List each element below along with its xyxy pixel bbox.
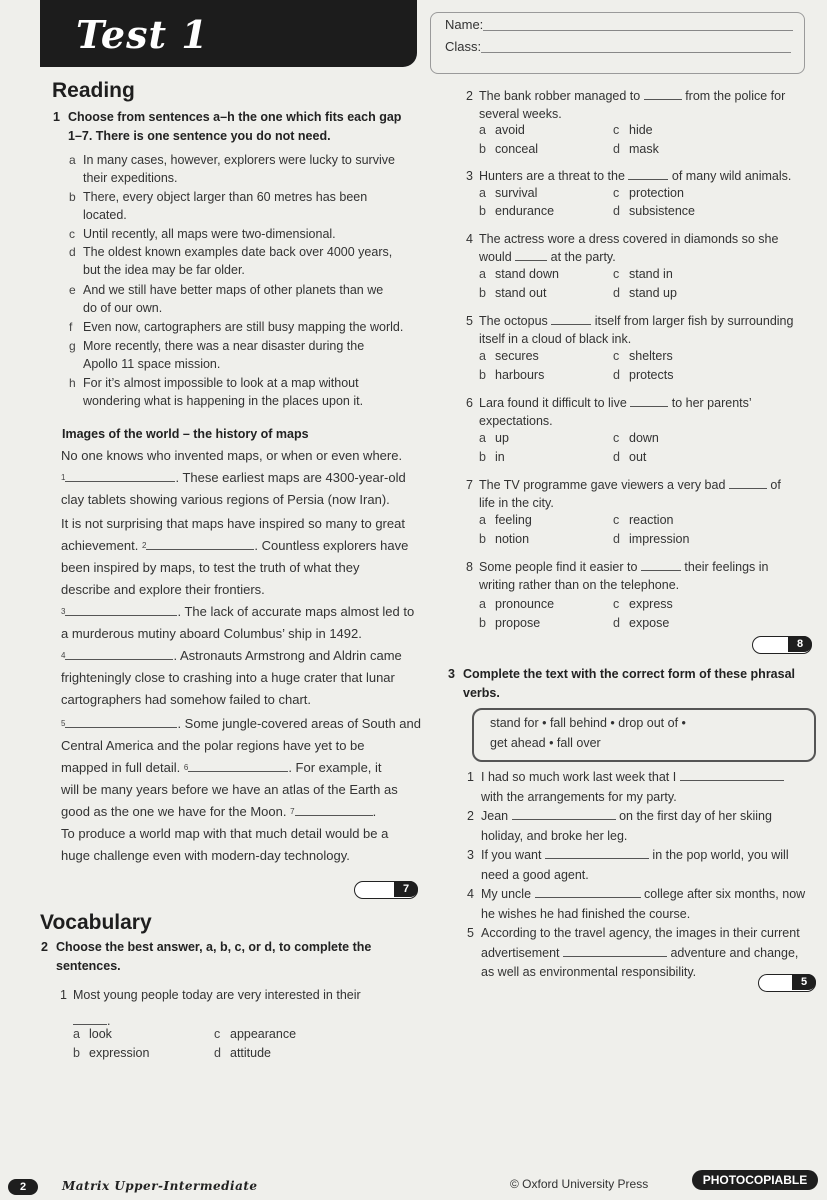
text-line: will be many years before we have an atlas of the Earth as — [61, 782, 398, 797]
answer-option[interactable]: a survival — [479, 186, 538, 200]
text-title: Images of the world – the history of maps — [62, 427, 309, 441]
gap-6[interactable] — [188, 759, 288, 772]
answer-option[interactable]: d protects — [613, 368, 674, 382]
answer-option[interactable]: b expression — [73, 1046, 150, 1060]
phrasal-score-box — [758, 974, 816, 992]
class-label: Class: — [445, 39, 482, 54]
answer-option[interactable]: c express — [613, 597, 673, 611]
phrasal-item: 5 According to the travel agency, the images in their current advertisement adventure and change, as well as environmental responsibility. — [467, 926, 800, 979]
instruction-line: sentences. — [56, 959, 121, 973]
answer-gap[interactable] — [630, 394, 668, 407]
answer-option[interactable]: c down — [613, 431, 659, 445]
reading-score: 7 — [394, 881, 418, 897]
word-box-line: stand for • fall behind • drop out of • — [490, 716, 686, 730]
phrasal-verb-box — [472, 708, 816, 762]
instruction-line: verbs. — [463, 686, 500, 700]
photocopiable-badge: PHOTOCOPIABLE — [692, 1170, 818, 1190]
word-box-line: get ahead • fall over — [490, 736, 601, 750]
vocabulary-heading: Vocabulary — [40, 911, 152, 934]
answer-gap[interactable] — [512, 807, 616, 820]
vocab-question: 3 Hunters are a threat to the of many wild animals. — [466, 169, 792, 183]
phrasal-score: 5 — [792, 974, 816, 990]
sentence-option: g More recently, there was a near disaster during the Apollo 11 space mission. — [69, 339, 365, 371]
answer-gap[interactable] — [515, 248, 547, 261]
reading-heading: Reading — [52, 79, 135, 102]
vocab-question: 7 The TV programme gave viewers a very bad of life in the city. — [466, 478, 781, 510]
sentence-option: e And we still have better maps of other planets than we do of our own. — [69, 283, 384, 315]
reading-score-box — [354, 881, 418, 899]
gap-1[interactable] — [65, 469, 175, 482]
test-title-banner — [40, 0, 417, 67]
sentence-option: f Even now, cartographers are still busy mapping the world. — [69, 320, 404, 334]
gap-7[interactable] — [295, 803, 373, 816]
text-line: frighteningly close to crashing into a huge crater that lunar — [61, 670, 395, 685]
answer-option[interactable]: c protection — [613, 186, 684, 200]
text-line: mapped in full detail. $^6$ . For example, it — [61, 760, 382, 775]
sentence-option: d The oldest known examples date back over 4000 years, but the idea may be far older. — [69, 245, 393, 277]
answer-option[interactable]: a secures — [479, 349, 539, 363]
answer-option[interactable]: c shelters — [613, 349, 673, 363]
task-number: 2 — [41, 940, 48, 954]
answer-option[interactable]: d mask — [613, 142, 659, 156]
answer-option[interactable]: a feeling — [479, 513, 532, 527]
answer-gap[interactable] — [641, 558, 681, 571]
answer-option[interactable]: d out — [613, 450, 647, 464]
answer-option[interactable]: c appearance — [214, 1027, 297, 1041]
answer-option[interactable]: d subsistence — [613, 204, 696, 218]
text-line: achievement. $^2$ . Countless explorers have — [61, 538, 409, 553]
answer-option[interactable]: a up — [479, 431, 509, 445]
text-line: clay tablets showing various regions of Persia (now Iran). — [61, 492, 390, 507]
task-number: 3 — [448, 667, 455, 681]
text-line: $^5$ . Some jungle-covered areas of South and — [61, 716, 421, 731]
answer-option[interactable]: a stand down — [479, 267, 559, 281]
gap-2[interactable] — [146, 537, 254, 550]
answer-option[interactable]: b notion — [479, 532, 530, 546]
answer-gap[interactable] — [680, 768, 784, 781]
answer-gap[interactable] — [628, 167, 668, 180]
answer-gap[interactable] — [73, 1012, 107, 1025]
vocabulary-instruction — [41, 938, 426, 976]
instruction-line: Complete the text with the correct form of these phrasal — [463, 667, 796, 681]
answer-option[interactable]: c hide — [613, 123, 653, 137]
book-title: Matrix Upper-Intermediate — [62, 1179, 258, 1193]
text-line: $^3$ . The lack of accurate maps almost led to — [61, 604, 415, 619]
phrasal-item: 2 Jean on the first day of her skiing holiday, and broke her leg. — [467, 809, 772, 843]
answer-option[interactable]: b stand out — [479, 286, 547, 300]
text-line: describe and explore their frontiers. — [61, 582, 265, 597]
answer-gap[interactable] — [551, 312, 591, 325]
text-line: been inspired by maps, to test the truth of what they — [61, 560, 360, 575]
vocab-question: 6 Lara found it difficult to live to her parents’ expectations. — [466, 396, 752, 428]
reading-instruction — [53, 108, 428, 146]
answer-option[interactable]: b conceal — [479, 142, 539, 156]
sentence-option: a In many cases, however, explorers were lucky to survive their expeditions. — [69, 153, 395, 185]
class-field-line[interactable] — [481, 52, 791, 53]
text-line: No one knows who invented maps, or when or even where. — [61, 448, 403, 463]
name-field-line[interactable] — [483, 30, 793, 31]
instruction-line: Choose from sentences a–h the one which fits each gap — [68, 110, 402, 124]
text-line: huge challenge even with modern-day technology. — [61, 848, 350, 863]
vocab-question: 5 The octopus itself from larger fish by surrounding itself in a cloud of black ink. — [466, 314, 794, 346]
test-title: Test 1 — [76, 12, 209, 57]
vocab-question: 8 Some people find it easier to their feelings in writing rather than on the telephone. — [466, 560, 769, 592]
vocab-question: 1 Most young people today are very interested in their . — [60, 988, 361, 1028]
phrasal-instruction — [448, 665, 818, 703]
answer-option[interactable]: a look — [73, 1027, 112, 1041]
answer-option[interactable]: c stand in — [613, 267, 673, 281]
answer-option[interactable]: c reaction — [613, 513, 674, 527]
text-line: a murderous mutiny aboard Columbus’ ship in 1492. — [61, 626, 362, 641]
text-line: It is not surprising that maps have inspired so many to great — [61, 516, 405, 531]
answer-gap[interactable] — [545, 846, 649, 859]
text-line: To produce a world map with that much detail would be a — [61, 826, 389, 841]
answer-option[interactable]: d stand up — [613, 286, 677, 300]
class-row — [445, 39, 481, 54]
phrasal-item: 1 I had so much work last week that I with the arrangements for my party. — [481, 768, 816, 807]
gap-3[interactable] — [65, 603, 177, 616]
vocab-question: 2 The bank robber managed to from the police for several weeks. — [466, 89, 786, 121]
task-number: 1 — [53, 110, 60, 124]
answer-gap[interactable] — [644, 87, 682, 100]
vocabulary-score-box — [752, 636, 812, 654]
sentence-option: h For it’s almost impossible to look at a map without wondering what is happening in the places upon it. — [69, 376, 364, 408]
phrasal-item: 3 If you want in the pop world, you will need a good agent. — [467, 848, 789, 882]
name-class-box — [430, 12, 805, 74]
answer-gap[interactable] — [729, 476, 767, 489]
text-line: Central America and the polar regions have yet to be — [61, 738, 365, 753]
sentence-option: c Until recently, all maps were two-dimensional. — [69, 227, 336, 241]
text-line: good as the one we have for the Moon. $^7$ . — [61, 804, 377, 819]
vocab-question: 4 The actress wore a dress covered in diamonds so she would at the party. — [466, 232, 779, 264]
answer-option[interactable]: b propose — [479, 616, 541, 630]
name-row — [445, 17, 483, 32]
answer-option[interactable]: d expose — [613, 616, 670, 630]
text-line: $^1$ . These earliest maps are 4300-year-old — [61, 470, 406, 485]
answer-gap[interactable] — [535, 885, 641, 898]
answer-gap[interactable] — [563, 944, 667, 957]
page-number: 2 — [8, 1179, 38, 1195]
answer-option[interactable]: d impression — [613, 532, 690, 546]
answer-option[interactable]: a pronounce — [479, 597, 555, 611]
gap-5[interactable] — [65, 715, 177, 728]
vocabulary-score: 8 — [788, 636, 812, 652]
reading-text — [61, 445, 431, 867]
answer-option[interactable]: b harbours — [479, 368, 545, 382]
answer-option[interactable]: d attitude — [214, 1046, 272, 1060]
instruction-line: 1–7. There is one sentence you do not need. — [68, 129, 331, 143]
instruction-line: Choose the best answer, a, b, c, or d, to complete the — [56, 940, 372, 954]
publisher-credit: © Oxford University Press — [510, 1177, 649, 1191]
answer-option[interactable]: b endurance — [479, 204, 555, 218]
gap-4[interactable] — [65, 647, 173, 660]
answer-option[interactable]: b in — [479, 450, 505, 464]
phrasal-item: 4 My uncle college after six months, now he wishes he had finished the course. — [467, 887, 806, 921]
name-label: Name: — [445, 17, 484, 32]
sentence-option: b There, every object larger than 60 metres has been located. — [69, 190, 368, 222]
text-line: $^4$ . Astronauts Armstrong and Aldrin came — [61, 648, 402, 663]
answer-option[interactable]: a avoid — [479, 123, 525, 137]
text-line: cartographers had somehow failed to chart. — [61, 692, 312, 707]
